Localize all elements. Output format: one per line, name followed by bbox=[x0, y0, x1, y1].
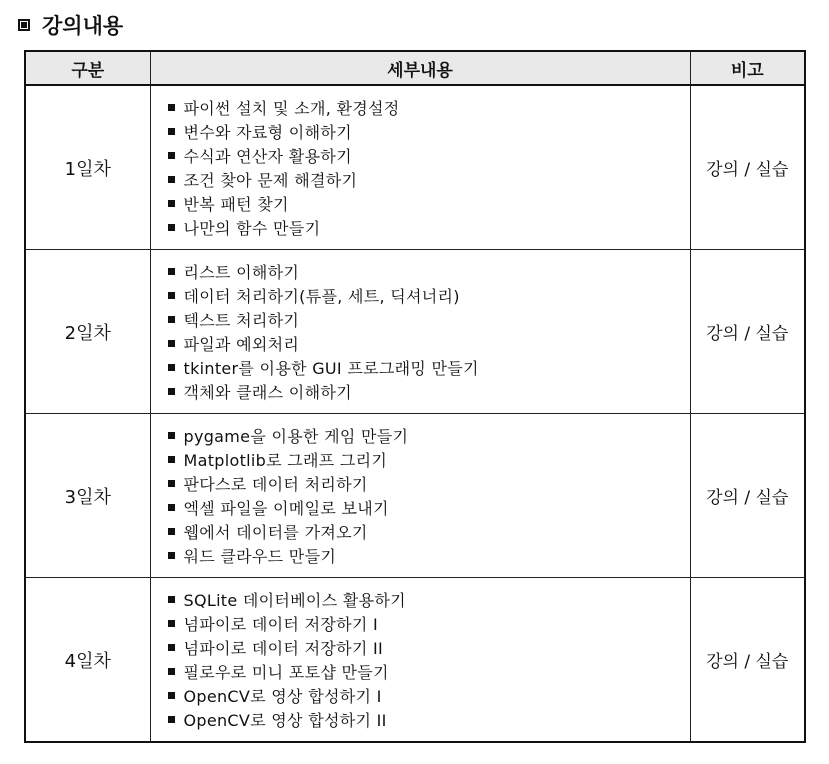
list-item bbox=[168, 544, 690, 568]
list-item-text: 넘파이로 데이터 저장하기 I bbox=[183, 615, 378, 634]
square-bullet-icon bbox=[168, 152, 175, 159]
day-cell: 4일차 bbox=[25, 578, 150, 743]
square-bullet-icon bbox=[168, 316, 175, 323]
list-item-text: SQLite 데이터베이스 활용하기 bbox=[183, 591, 406, 610]
remark-cell: 강의 / 실습 bbox=[690, 414, 805, 578]
square-bullet-icon bbox=[168, 596, 175, 603]
list-item bbox=[168, 684, 690, 708]
list-item bbox=[168, 448, 690, 472]
list-item-text: 변수와 자료형 이해하기 bbox=[183, 123, 352, 142]
details-cell bbox=[150, 578, 690, 743]
list-item-text: Matplotlib로 그래프 그리기 bbox=[183, 451, 388, 470]
header-remark: 비고 bbox=[690, 51, 805, 85]
list-item-text: 반복 패턴 찾기 bbox=[183, 195, 289, 214]
square-bullet-icon bbox=[168, 224, 175, 231]
remark-cell: 강의 / 실습 bbox=[690, 578, 805, 743]
square-bullet-icon bbox=[168, 716, 175, 723]
list-item bbox=[168, 192, 690, 216]
list-item bbox=[168, 96, 690, 120]
square-bullet-icon bbox=[168, 504, 175, 511]
square-bullet-icon bbox=[168, 292, 175, 299]
list-item bbox=[168, 216, 690, 240]
list-item bbox=[168, 144, 690, 168]
square-bullet-icon bbox=[168, 644, 175, 651]
list-item-text: 텍스트 처리하기 bbox=[183, 311, 300, 330]
remark-cell: 강의 / 실습 bbox=[690, 250, 805, 414]
list-item-text: 객체와 클래스 이해하기 bbox=[183, 383, 352, 402]
list-item bbox=[168, 660, 690, 684]
square-bullet-icon bbox=[168, 268, 175, 275]
list-item-text: 파이썬 설치 및 소개, 환경설정 bbox=[183, 99, 400, 118]
details-cell bbox=[150, 414, 690, 578]
square-bullet-icon bbox=[168, 200, 175, 207]
list-item bbox=[168, 612, 690, 636]
list-item-text: 웹에서 데이터를 가져오기 bbox=[183, 523, 368, 542]
square-bullet-icon bbox=[168, 668, 175, 675]
details-cell bbox=[150, 85, 690, 250]
list-item bbox=[168, 472, 690, 496]
course-table bbox=[24, 50, 806, 743]
list-item-text: 나만의 함수 만들기 bbox=[183, 219, 321, 238]
square-bullet-icon bbox=[18, 19, 30, 31]
list-item-text: 넘파이로 데이터 저장하기 II bbox=[183, 639, 384, 658]
list-item-text: 판다스로 데이터 처리하기 bbox=[183, 475, 368, 494]
detail-list bbox=[168, 588, 690, 732]
detail-list bbox=[168, 424, 690, 568]
square-bullet-icon bbox=[168, 620, 175, 627]
square-bullet-icon bbox=[168, 388, 175, 395]
list-item bbox=[168, 636, 690, 660]
list-item bbox=[168, 424, 690, 448]
square-bullet-icon bbox=[168, 128, 175, 135]
header-row bbox=[25, 51, 805, 85]
square-bullet-icon bbox=[168, 692, 175, 699]
list-item-text: 조건 찾아 문제 해결하기 bbox=[183, 171, 358, 190]
list-item bbox=[168, 168, 690, 192]
table-row bbox=[25, 85, 805, 250]
list-item-text: 필로우로 미니 포토샵 만들기 bbox=[183, 663, 389, 682]
list-item bbox=[168, 332, 690, 356]
list-item bbox=[168, 308, 690, 332]
list-item bbox=[168, 380, 690, 404]
list-item bbox=[168, 496, 690, 520]
detail-list bbox=[168, 96, 690, 240]
table-row bbox=[25, 250, 805, 414]
list-item-text: pygame을 이용한 게임 만들기 bbox=[183, 427, 409, 446]
list-item-text: 파일과 예외처리 bbox=[183, 335, 300, 354]
header-category: 구분 bbox=[25, 51, 150, 85]
square-bullet-icon bbox=[168, 176, 175, 183]
day-cell: 2일차 bbox=[25, 250, 150, 414]
day-cell: 1일차 bbox=[25, 85, 150, 250]
table-row bbox=[25, 578, 805, 743]
table-row bbox=[25, 414, 805, 578]
list-item-text: 워드 클라우드 만들기 bbox=[183, 547, 337, 566]
list-item bbox=[168, 284, 690, 308]
list-item-text: OpenCV로 영상 합성하기 I bbox=[183, 687, 382, 706]
section-title: 강의내용 bbox=[42, 14, 124, 38]
section-heading bbox=[14, 8, 123, 42]
list-item bbox=[168, 260, 690, 284]
square-bullet-icon bbox=[168, 364, 175, 371]
remark-cell: 강의 / 실습 bbox=[690, 85, 805, 250]
square-bullet-icon bbox=[168, 456, 175, 463]
header-details: 세부내용 bbox=[150, 51, 690, 85]
day-cell: 3일차 bbox=[25, 414, 150, 578]
list-item bbox=[168, 520, 690, 544]
square-bullet-icon bbox=[168, 480, 175, 487]
square-bullet-icon bbox=[168, 340, 175, 347]
list-item-text: OpenCV로 영상 합성하기 II bbox=[183, 711, 387, 730]
list-item-text: tkinter를 이용한 GUI 프로그래밍 만들기 bbox=[183, 359, 479, 378]
list-item-text: 수식과 연산자 활용하기 bbox=[183, 147, 352, 166]
square-bullet-icon bbox=[168, 528, 175, 535]
list-item-text: 데이터 처리하기(튜플, 세트, 딕셔너리) bbox=[183, 287, 460, 306]
list-item bbox=[168, 356, 690, 380]
detail-list bbox=[168, 260, 690, 404]
list-item-text: 엑셀 파일을 이메일로 보내기 bbox=[183, 499, 389, 518]
details-cell bbox=[150, 250, 690, 414]
square-bullet-icon bbox=[168, 552, 175, 559]
list-item bbox=[168, 708, 690, 732]
list-item bbox=[168, 120, 690, 144]
square-bullet-icon bbox=[168, 104, 175, 111]
list-item-text: 리스트 이해하기 bbox=[183, 263, 300, 282]
list-item bbox=[168, 588, 690, 612]
square-bullet-icon bbox=[168, 432, 175, 439]
